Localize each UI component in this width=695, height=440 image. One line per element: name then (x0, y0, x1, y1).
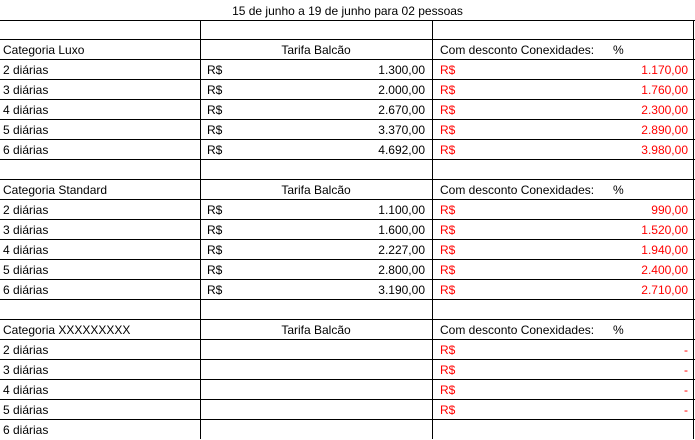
discount-value: 2.890,00 (641, 123, 688, 137)
tarifa-balcao-value: 3.370,00 (378, 123, 425, 137)
table-row (0, 60, 695, 80)
discount-value: - (684, 363, 688, 377)
currency-symbol: R$ (207, 223, 223, 237)
nights-label: 4 diárias (3, 383, 49, 397)
discount-value: - (684, 343, 688, 357)
currency-symbol: R$ (207, 243, 223, 257)
table-row (0, 140, 695, 160)
discount-header (440, 320, 690, 339)
tarifa-balcao-value: 2.670,00 (378, 103, 425, 117)
tarifa-balcao-value: 1.300,00 (378, 63, 425, 77)
table-row (0, 200, 695, 220)
currency-symbol-discount: R$ (440, 83, 456, 97)
discount-value: 2.710,00 (641, 283, 688, 297)
tarifa-balcao-value: 1.100,00 (378, 203, 425, 217)
section-header-row (0, 40, 695, 60)
discount-value: 1.520,00 (641, 223, 688, 237)
discount-header-label: Com desconto Conexidades: (440, 323, 595, 337)
discount-value: 2.400,00 (641, 263, 688, 277)
discount-value: 3.980,00 (641, 143, 688, 157)
discount-header (440, 180, 690, 199)
spacer-row (0, 20, 695, 40)
discount-header (440, 40, 690, 59)
nights-label: 6 diárias (3, 283, 49, 297)
spacer-row (0, 300, 695, 320)
nights-label: 2 diárias (3, 343, 49, 357)
currency-symbol: R$ (207, 203, 223, 217)
currency-symbol: R$ (207, 283, 223, 297)
tarifa-balcao-header: Tarifa Balcão (281, 183, 351, 197)
currency-symbol: R$ (207, 263, 223, 277)
table-row (0, 100, 695, 120)
currency-symbol: R$ (207, 63, 223, 77)
section-header-row (0, 320, 695, 340)
table-row (0, 80, 695, 100)
table-row (0, 380, 695, 400)
table-row (0, 120, 695, 140)
tarifa-balcao-value: 2.800,00 (378, 263, 425, 277)
tarifa-balcao-value: 2.227,00 (378, 243, 425, 257)
currency-symbol-discount: R$ (440, 403, 456, 417)
discount-value: 1.940,00 (641, 243, 688, 257)
tarifa-balcao-header: Tarifa Balcão (281, 43, 351, 57)
currency-symbol-discount: R$ (440, 123, 456, 137)
currency-symbol: R$ (207, 83, 223, 97)
tarifa-balcao-value: 1.600,00 (378, 223, 425, 237)
table-row (0, 420, 695, 440)
table-row (0, 280, 695, 300)
currency-symbol-discount: R$ (440, 283, 456, 297)
nights-label: 4 diárias (3, 243, 49, 257)
nights-label: 5 diárias (3, 263, 49, 277)
table-row (0, 340, 695, 360)
table-row (0, 360, 695, 380)
tarifa-balcao-header: Tarifa Balcão (281, 323, 351, 337)
sheet-title: 15 de junho a 19 de junho para 02 pessoas (232, 4, 463, 18)
currency-symbol: R$ (207, 123, 223, 137)
spacer-row (0, 160, 695, 180)
currency-symbol-discount: R$ (440, 363, 456, 377)
tarifa-balcao-value: 4.692,00 (378, 143, 425, 157)
tarifa-balcao-value: 3.190,00 (378, 283, 425, 297)
nights-label: 5 diárias (3, 123, 49, 137)
percent-label: % (613, 43, 624, 57)
nights-label: 5 diárias (3, 403, 49, 417)
discount-value: 1.170,00 (641, 63, 688, 77)
nights-label: 3 diárias (3, 83, 49, 97)
category-label: Categoria Standard (3, 183, 108, 197)
currency-symbol-discount: R$ (440, 103, 456, 117)
category-label: Categoria XXXXXXXXX (3, 323, 131, 337)
discount-value: 2.300,00 (641, 103, 688, 117)
discount-value: 990,00 (651, 203, 688, 217)
table-row (0, 220, 695, 240)
currency-symbol-discount: R$ (440, 143, 456, 157)
currency-symbol-discount: R$ (440, 203, 456, 217)
table-row (0, 400, 695, 420)
currency-symbol-discount: R$ (440, 63, 456, 77)
nights-label: 2 diárias (3, 203, 49, 217)
nights-label: 6 diárias (3, 143, 49, 157)
currency-symbol-discount: R$ (440, 343, 456, 357)
nights-label: 2 diárias (3, 63, 49, 77)
discount-value: - (684, 403, 688, 417)
discount-header-label: Com desconto Conexidades: (440, 183, 595, 197)
currency-symbol: R$ (207, 143, 223, 157)
discount-value: 1.760,00 (641, 83, 688, 97)
section-header-row (0, 180, 695, 200)
discount-value: - (684, 383, 688, 397)
discount-header-label: Com desconto Conexidades: (440, 43, 595, 57)
nights-label: 6 diárias (3, 423, 49, 437)
currency-symbol-discount: R$ (440, 243, 456, 257)
currency-symbol-discount: R$ (440, 383, 456, 397)
currency-symbol: R$ (207, 103, 223, 117)
percent-label: % (613, 323, 624, 337)
nights-label: 3 diárias (3, 363, 49, 377)
currency-symbol-discount: R$ (440, 263, 456, 277)
category-label: Categoria Luxo (3, 43, 85, 57)
table-row (0, 260, 695, 280)
price-table (0, 20, 695, 440)
tarifa-balcao-value: 2.000,00 (378, 83, 425, 97)
nights-label: 3 diárias (3, 223, 49, 237)
table-row (0, 240, 695, 260)
nights-label: 4 diárias (3, 103, 49, 117)
currency-symbol-discount: R$ (440, 223, 456, 237)
percent-label: % (613, 183, 624, 197)
